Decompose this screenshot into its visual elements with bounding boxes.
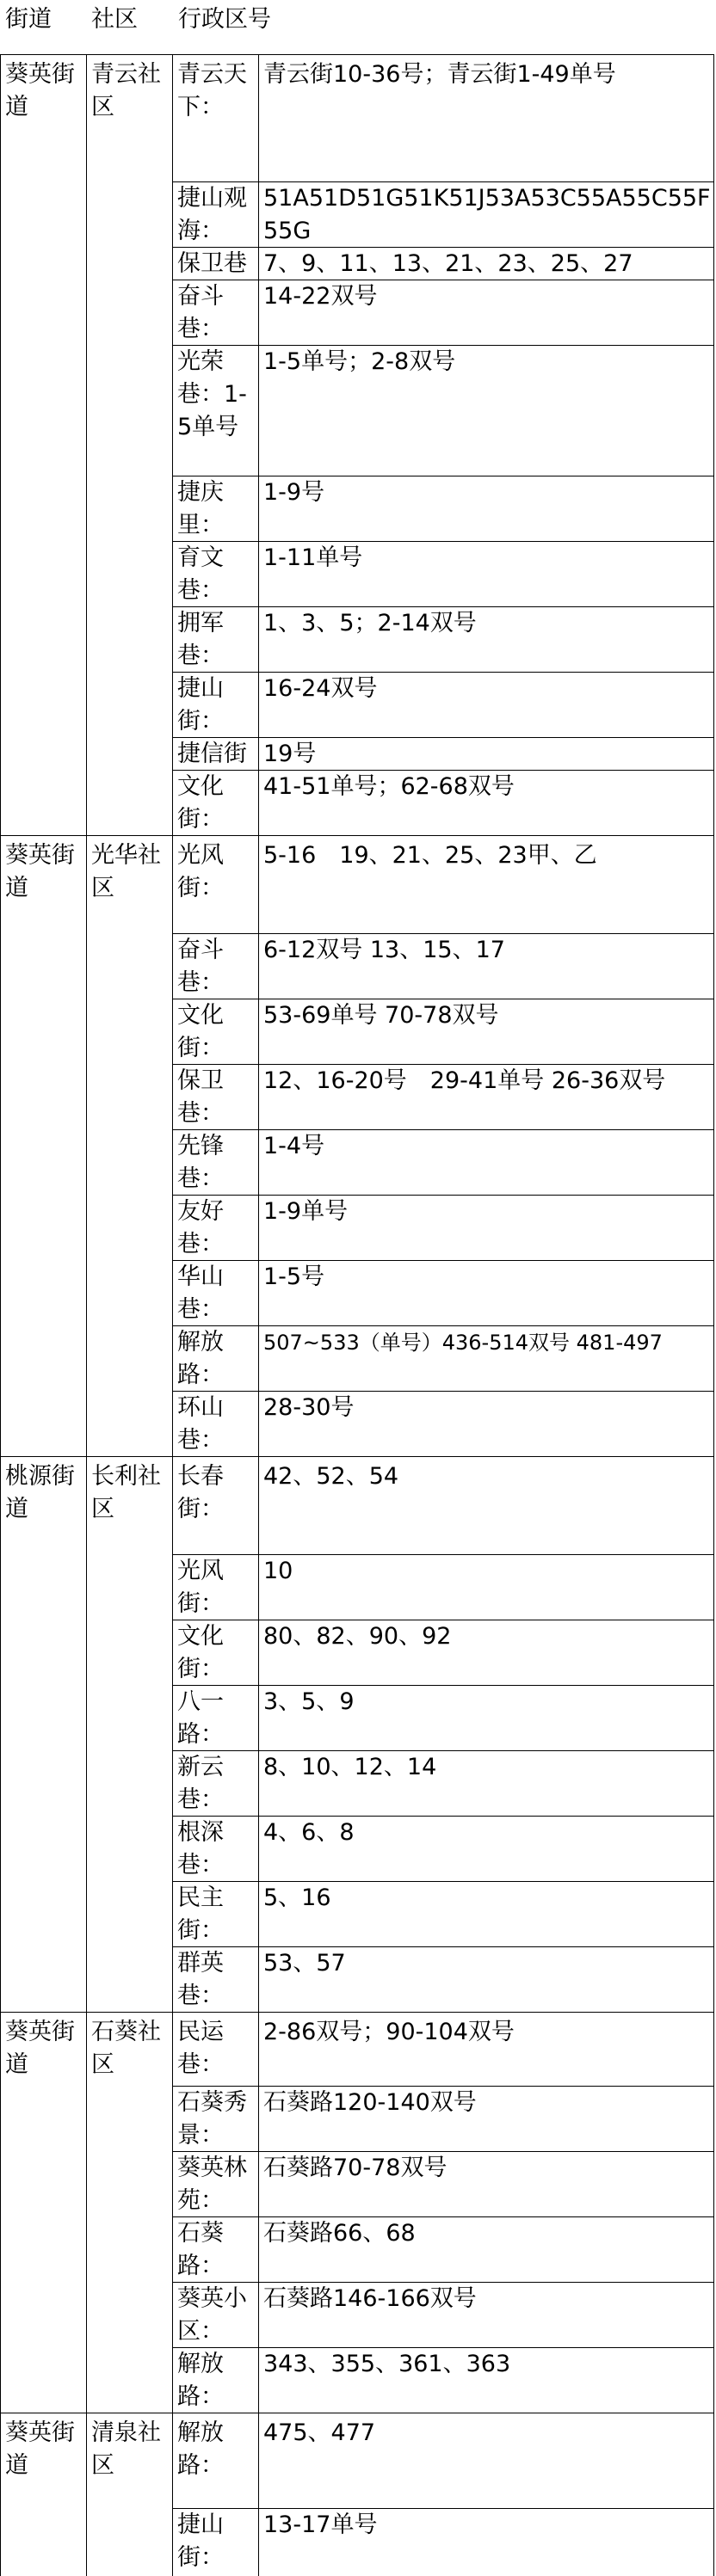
header-community: 社区 bbox=[91, 6, 138, 33]
number-cell: 8、10、12、14 bbox=[263, 1754, 437, 1780]
road-cell: 拥军巷： bbox=[177, 610, 224, 669]
community-cell: 石葵社区 bbox=[91, 2019, 161, 2078]
table-border-right bbox=[713, 54, 714, 2576]
table-border-left bbox=[0, 54, 1, 2576]
road-cell: 保卫巷 bbox=[177, 250, 247, 277]
number-cell: 1-9单号 bbox=[263, 1198, 349, 1225]
road-cell: 友好巷： bbox=[177, 1198, 224, 1257]
header-street: 街道 bbox=[5, 6, 52, 33]
street-cell: 葵英街道 bbox=[5, 61, 75, 120]
road-cell: 捷山街： bbox=[177, 2511, 224, 2571]
road-cell: 根深巷： bbox=[177, 1819, 224, 1878]
road-cell: 文化街： bbox=[177, 1002, 224, 1061]
group-divider bbox=[0, 1456, 714, 1457]
road-cell: 解放路： bbox=[177, 2351, 224, 2410]
number-cell: 5、16 bbox=[263, 1884, 331, 1911]
road-cell: 八一路： bbox=[177, 1688, 224, 1748]
number-cell: 16-24双号 bbox=[263, 675, 378, 702]
road-cell: 捷山街： bbox=[177, 675, 224, 735]
number-cell: 1-4号 bbox=[263, 1133, 325, 1159]
number-cell: 7、9、11、13、21、23、25、27 bbox=[263, 250, 633, 277]
number-cell: 1-5号 bbox=[263, 1263, 325, 1290]
street-cell: 葵英街道 bbox=[5, 2019, 75, 2078]
road-cell: 文化街： bbox=[177, 773, 224, 833]
community-cell: 青云社区 bbox=[91, 61, 161, 120]
road-cell: 捷山观海： bbox=[177, 185, 247, 244]
number-cell: 507~533（单号）436-514双号 481-497 bbox=[263, 1331, 663, 1355]
road-cell: 长春街： bbox=[177, 1463, 224, 1522]
road-cell: 奋斗巷： bbox=[177, 937, 224, 996]
road-cell: 葵英小区： bbox=[177, 2285, 247, 2345]
road-cell: 石葵秀景： bbox=[177, 2089, 247, 2149]
road-cell: 民主街： bbox=[177, 1884, 224, 1944]
number-cell: 石葵路120-140双号 bbox=[263, 2089, 477, 2116]
number-cell: 12、16-20号 29-41单号 26-36双号 bbox=[263, 1067, 666, 1094]
number-cell: 10 bbox=[263, 1558, 293, 1584]
community-cell: 清泉社区 bbox=[91, 2419, 161, 2479]
number-cell: 13-17单号 bbox=[263, 2511, 378, 2538]
number-cell: 1-9号 bbox=[263, 479, 325, 506]
number-cell: 475、477 bbox=[263, 2419, 376, 2446]
street-cell: 桃源街道 bbox=[5, 1463, 75, 1522]
road-cell: 华山巷： bbox=[177, 1263, 224, 1323]
road-cell: 文化街： bbox=[177, 1623, 224, 1682]
number-cell: 19号 bbox=[263, 741, 317, 767]
number-cell: 53-69单号 70-78双号 bbox=[263, 1002, 499, 1029]
number-cell: 28-30号 bbox=[263, 1394, 355, 1421]
road-cell: 葵英林苑： bbox=[177, 2155, 247, 2214]
road-cell: 捷庆里： bbox=[177, 479, 224, 538]
column-divider bbox=[172, 54, 173, 2576]
column-divider bbox=[86, 54, 87, 2576]
road-cell: 保卫巷： bbox=[177, 1067, 224, 1127]
table-border-top bbox=[0, 54, 714, 55]
road-cell: 光荣巷：1-5单号 bbox=[177, 348, 247, 440]
road-cell: 解放路： bbox=[177, 1329, 224, 1388]
number-cell: 14-22双号 bbox=[263, 283, 378, 310]
road-cell: 育文巷： bbox=[177, 544, 224, 604]
street-cell: 葵英街道 bbox=[5, 2419, 75, 2479]
road-cell: 先锋巷： bbox=[177, 1133, 224, 1192]
road-cell: 民运巷： bbox=[177, 2019, 224, 2078]
number-cell: 41-51单号；62-68双号 bbox=[263, 773, 515, 800]
number-cell: 1-11单号 bbox=[263, 544, 363, 571]
header-district-number: 行政区号 bbox=[178, 6, 271, 33]
number-cell: 1-5单号；2-8双号 bbox=[263, 348, 456, 375]
number-cell: 1、3、5；2-14双号 bbox=[263, 610, 477, 636]
street-cell: 葵英街道 bbox=[5, 842, 75, 901]
number-cell: 53、57 bbox=[263, 1950, 346, 1977]
number-cell: 51A51D51G51K51J53A53C55A55C55F55G bbox=[263, 185, 711, 244]
road-cell: 捷信街 bbox=[177, 741, 247, 767]
road-cell: 奋斗巷： bbox=[177, 283, 224, 342]
group-divider bbox=[0, 835, 714, 836]
road-cell: 石葵路： bbox=[177, 2220, 224, 2279]
number-cell: 2-86双号；90-104双号 bbox=[263, 2019, 515, 2045]
road-cell: 环山巷： bbox=[177, 1394, 224, 1454]
column-divider bbox=[258, 54, 259, 2576]
number-cell: 青云街10-36号；青云街1-49单号 bbox=[263, 61, 616, 88]
community-cell: 长利社区 bbox=[91, 1463, 161, 1522]
number-cell: 5-16 19、21、25、23甲、乙 bbox=[263, 842, 597, 869]
number-cell: 石葵路70-78双号 bbox=[263, 2155, 448, 2181]
road-cell: 群英巷： bbox=[177, 1950, 224, 2009]
number-cell: 42、52、54 bbox=[263, 1463, 399, 1490]
road-cell: 光风街： bbox=[177, 842, 224, 901]
road-cell: 新云巷： bbox=[177, 1754, 224, 1813]
number-cell: 343、355、361、363 bbox=[263, 2351, 511, 2377]
number-cell: 3、5、9 bbox=[263, 1688, 355, 1715]
road-cell: 青云天下： bbox=[177, 61, 247, 120]
number-cell: 80、82、90、92 bbox=[263, 1623, 452, 1650]
number-cell: 4、6、8 bbox=[263, 1819, 355, 1846]
road-cell: 解放路： bbox=[177, 2419, 224, 2479]
number-cell: 6-12双号 13、15、17 bbox=[263, 937, 505, 963]
number-cell: 石葵路66、68 bbox=[263, 2220, 416, 2247]
road-cell: 光风街： bbox=[177, 1558, 224, 1617]
community-cell: 光华社区 bbox=[91, 842, 161, 901]
number-cell: 石葵路146-166双号 bbox=[263, 2285, 477, 2312]
group-divider bbox=[0, 2012, 714, 2013]
